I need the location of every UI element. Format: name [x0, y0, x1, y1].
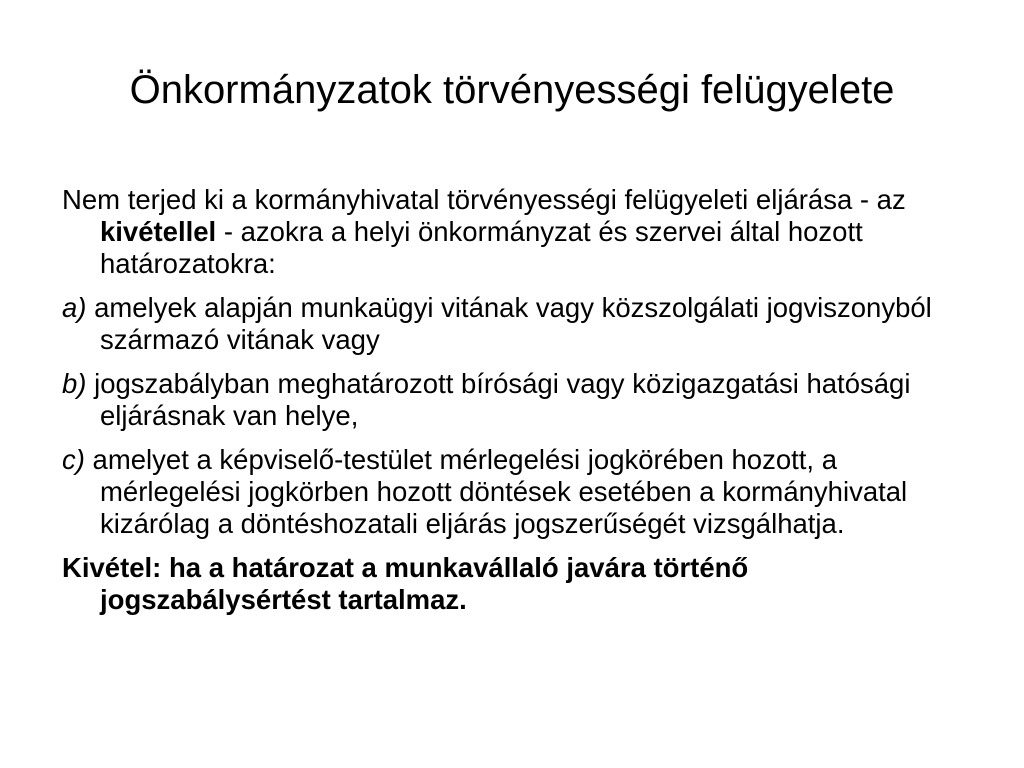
list-item-a [62, 292, 972, 356]
intro-text-before: Nem terjed ki a kormányhivatal törvényességi felügyeleti eljárása - az [62, 184, 906, 215]
list-marker-b: b) [62, 368, 87, 399]
list-marker-a: a) [62, 292, 87, 323]
list-item-c [62, 444, 972, 540]
list-text-c: amelyet a képviselő-testület mérlegelési jogkörében hozott, a mérlegelési jogkörben hozott döntések esetében a kormányhivatal kizárólag a döntéshozatali eljárás jogszerűségét vizsgálhatja. [84, 444, 908, 539]
intro-paragraph [62, 184, 972, 280]
list-text-a: amelyek alapján munkaügyi vitának vagy közszolgálati jogviszonyból származó vitának vagy [86, 292, 932, 355]
slide-title: Önkormányzatok törvényességi felügyelete [129, 68, 895, 112]
list-marker-c: c) [62, 444, 85, 475]
slide-body [62, 184, 972, 628]
list-text-b: jogszabályban meghatározott bírósági vagy közigazgatási hatósági eljárásnak van helye, [86, 368, 911, 431]
intro-bold-keyword: kivétellel [100, 216, 217, 247]
exception-paragraph: Kivétel: ha a határozat a munkavállaló javára történő jogszabálysértést tartalmaz. [62, 552, 749, 615]
intro-text-after: - azokra a helyi önkormányzat és szervei által hozott határozatokra: [100, 216, 863, 279]
list-item-b [62, 368, 972, 432]
